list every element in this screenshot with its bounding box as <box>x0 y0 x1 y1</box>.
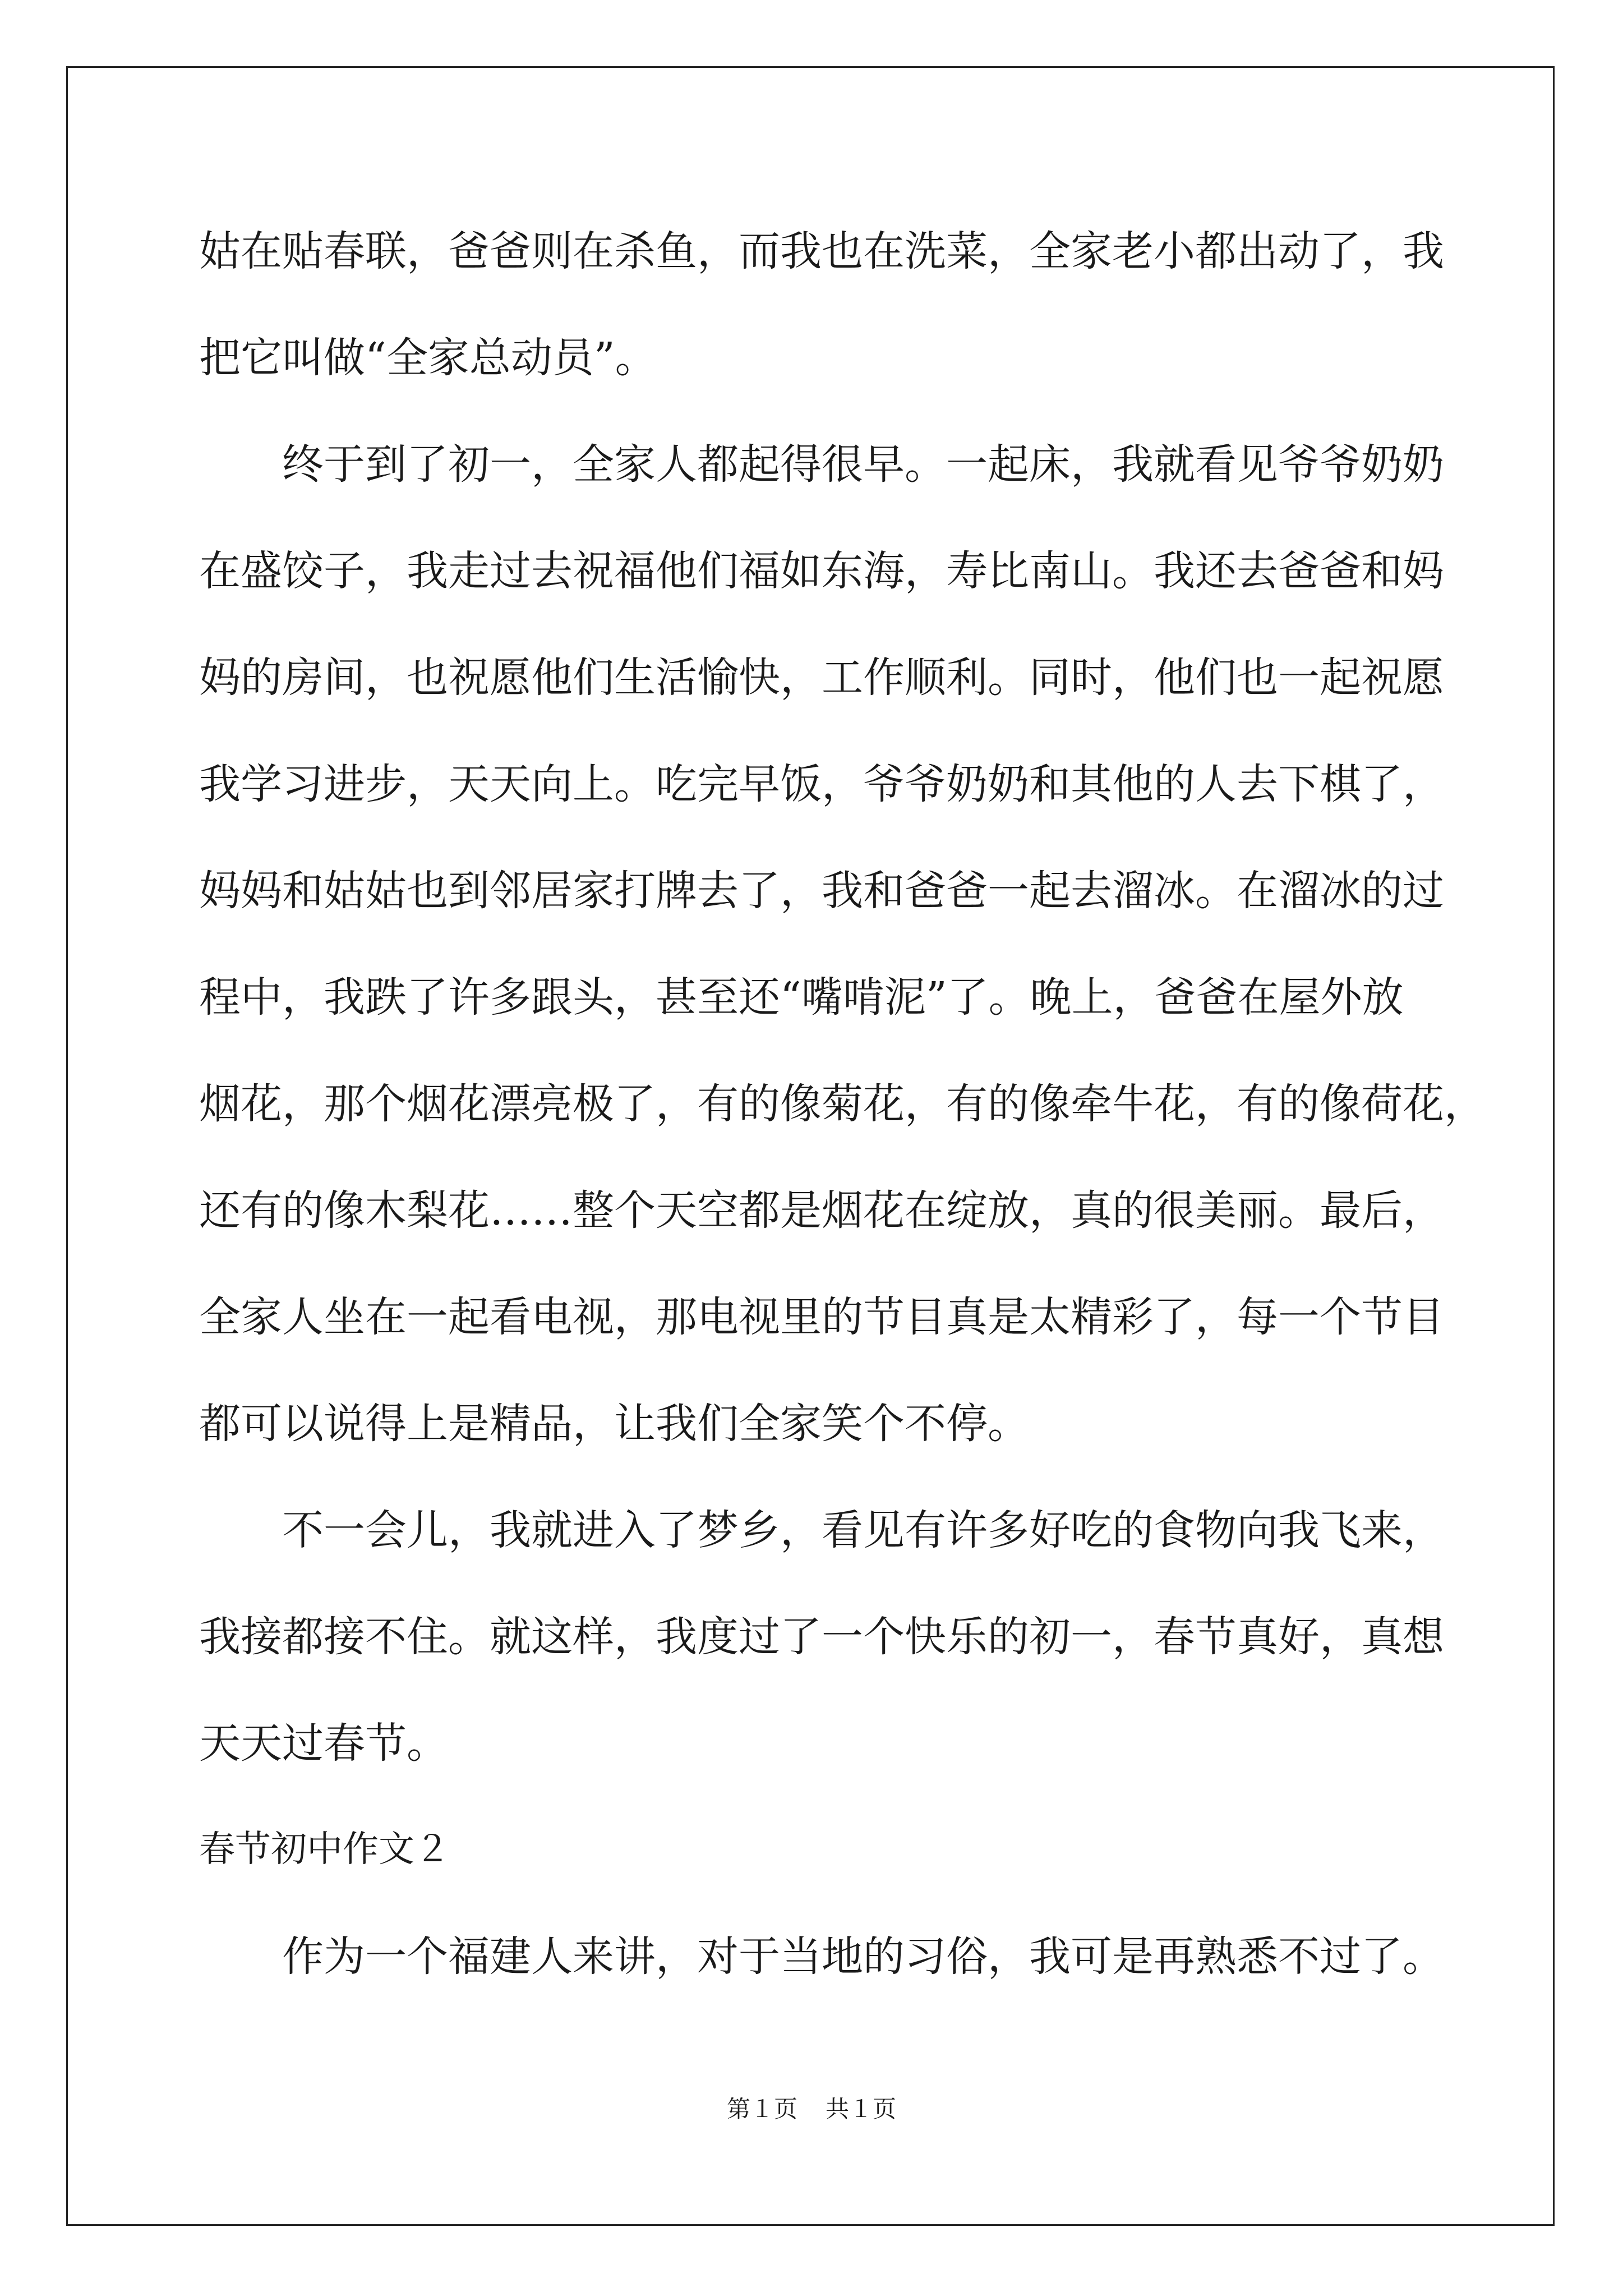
text-line: 妈的房间，也祝愿他们生活愉快，工作顺利。同时，他们也一起祝愿 <box>199 654 1444 702</box>
text-line: 天天过春节。 <box>199 1719 448 1768</box>
text-line: 把它叫做“全家总动员”。 <box>199 334 657 382</box>
text-line: 程中，我跌了许多跟头，甚至还“嘴啃泥”了。晚上，爸爸在屋外放 <box>199 973 1404 1022</box>
text-line: 姑在贴春联，爸爸则在杀鱼，而我也在洗菜，全家老小都出动了，我 <box>199 227 1444 275</box>
page-total: 共１页 <box>826 2095 897 2123</box>
paragraph-start-line: 作为一个福建人来讲，对于当地的习俗，我可是再熟悉不过了。 <box>199 1932 1444 1981</box>
text-line: 烟花，那个烟花漂亮极了，有的像菊花，有的像牵牛花，有的像荷花， <box>199 1080 1486 1128</box>
text-line: 妈妈和姑姑也到邻居家打牌去了，我和爸爸一起去溜冰。在溜冰的过 <box>199 867 1444 915</box>
section-heading: 春节初中作文２ <box>199 1829 450 1870</box>
paragraph-start-line: 不一会儿，我就进入了梦乡，看见有许多好吃的食物向我飞来， <box>199 1506 1444 1554</box>
text-line: 在盛饺子，我走过去祝福他们福如东海，寿比南山。我还去爸爸和妈 <box>199 547 1444 595</box>
text-line: 全家人坐在一起看电视，那电视里的节目真是太精彩了，每一个节目 <box>199 1293 1444 1341</box>
text-line: 我学习进步，天天向上。吃完早饭，爷爷奶奶和其他的人去下棋了， <box>199 760 1444 808</box>
page-border <box>66 66 1555 2226</box>
page-number: 第１页 <box>726 2095 797 2123</box>
text-line: 都可以说得上是精品，让我们全家笑个不停。 <box>199 1400 1029 1448</box>
text-line: 还有的像木梨花……整个天空都是烟花在绽放，真的很美丽。最后， <box>199 1186 1444 1235</box>
text-line: 我接都接不住。就这样，我度过了一个快乐的初一，春节真好，真想 <box>199 1613 1444 1661</box>
paragraph-start-line: 终于到了初一，全家人都起得很早。一起床，我就看见爷爷奶奶 <box>199 440 1444 489</box>
page-footer <box>0 2095 1623 2123</box>
